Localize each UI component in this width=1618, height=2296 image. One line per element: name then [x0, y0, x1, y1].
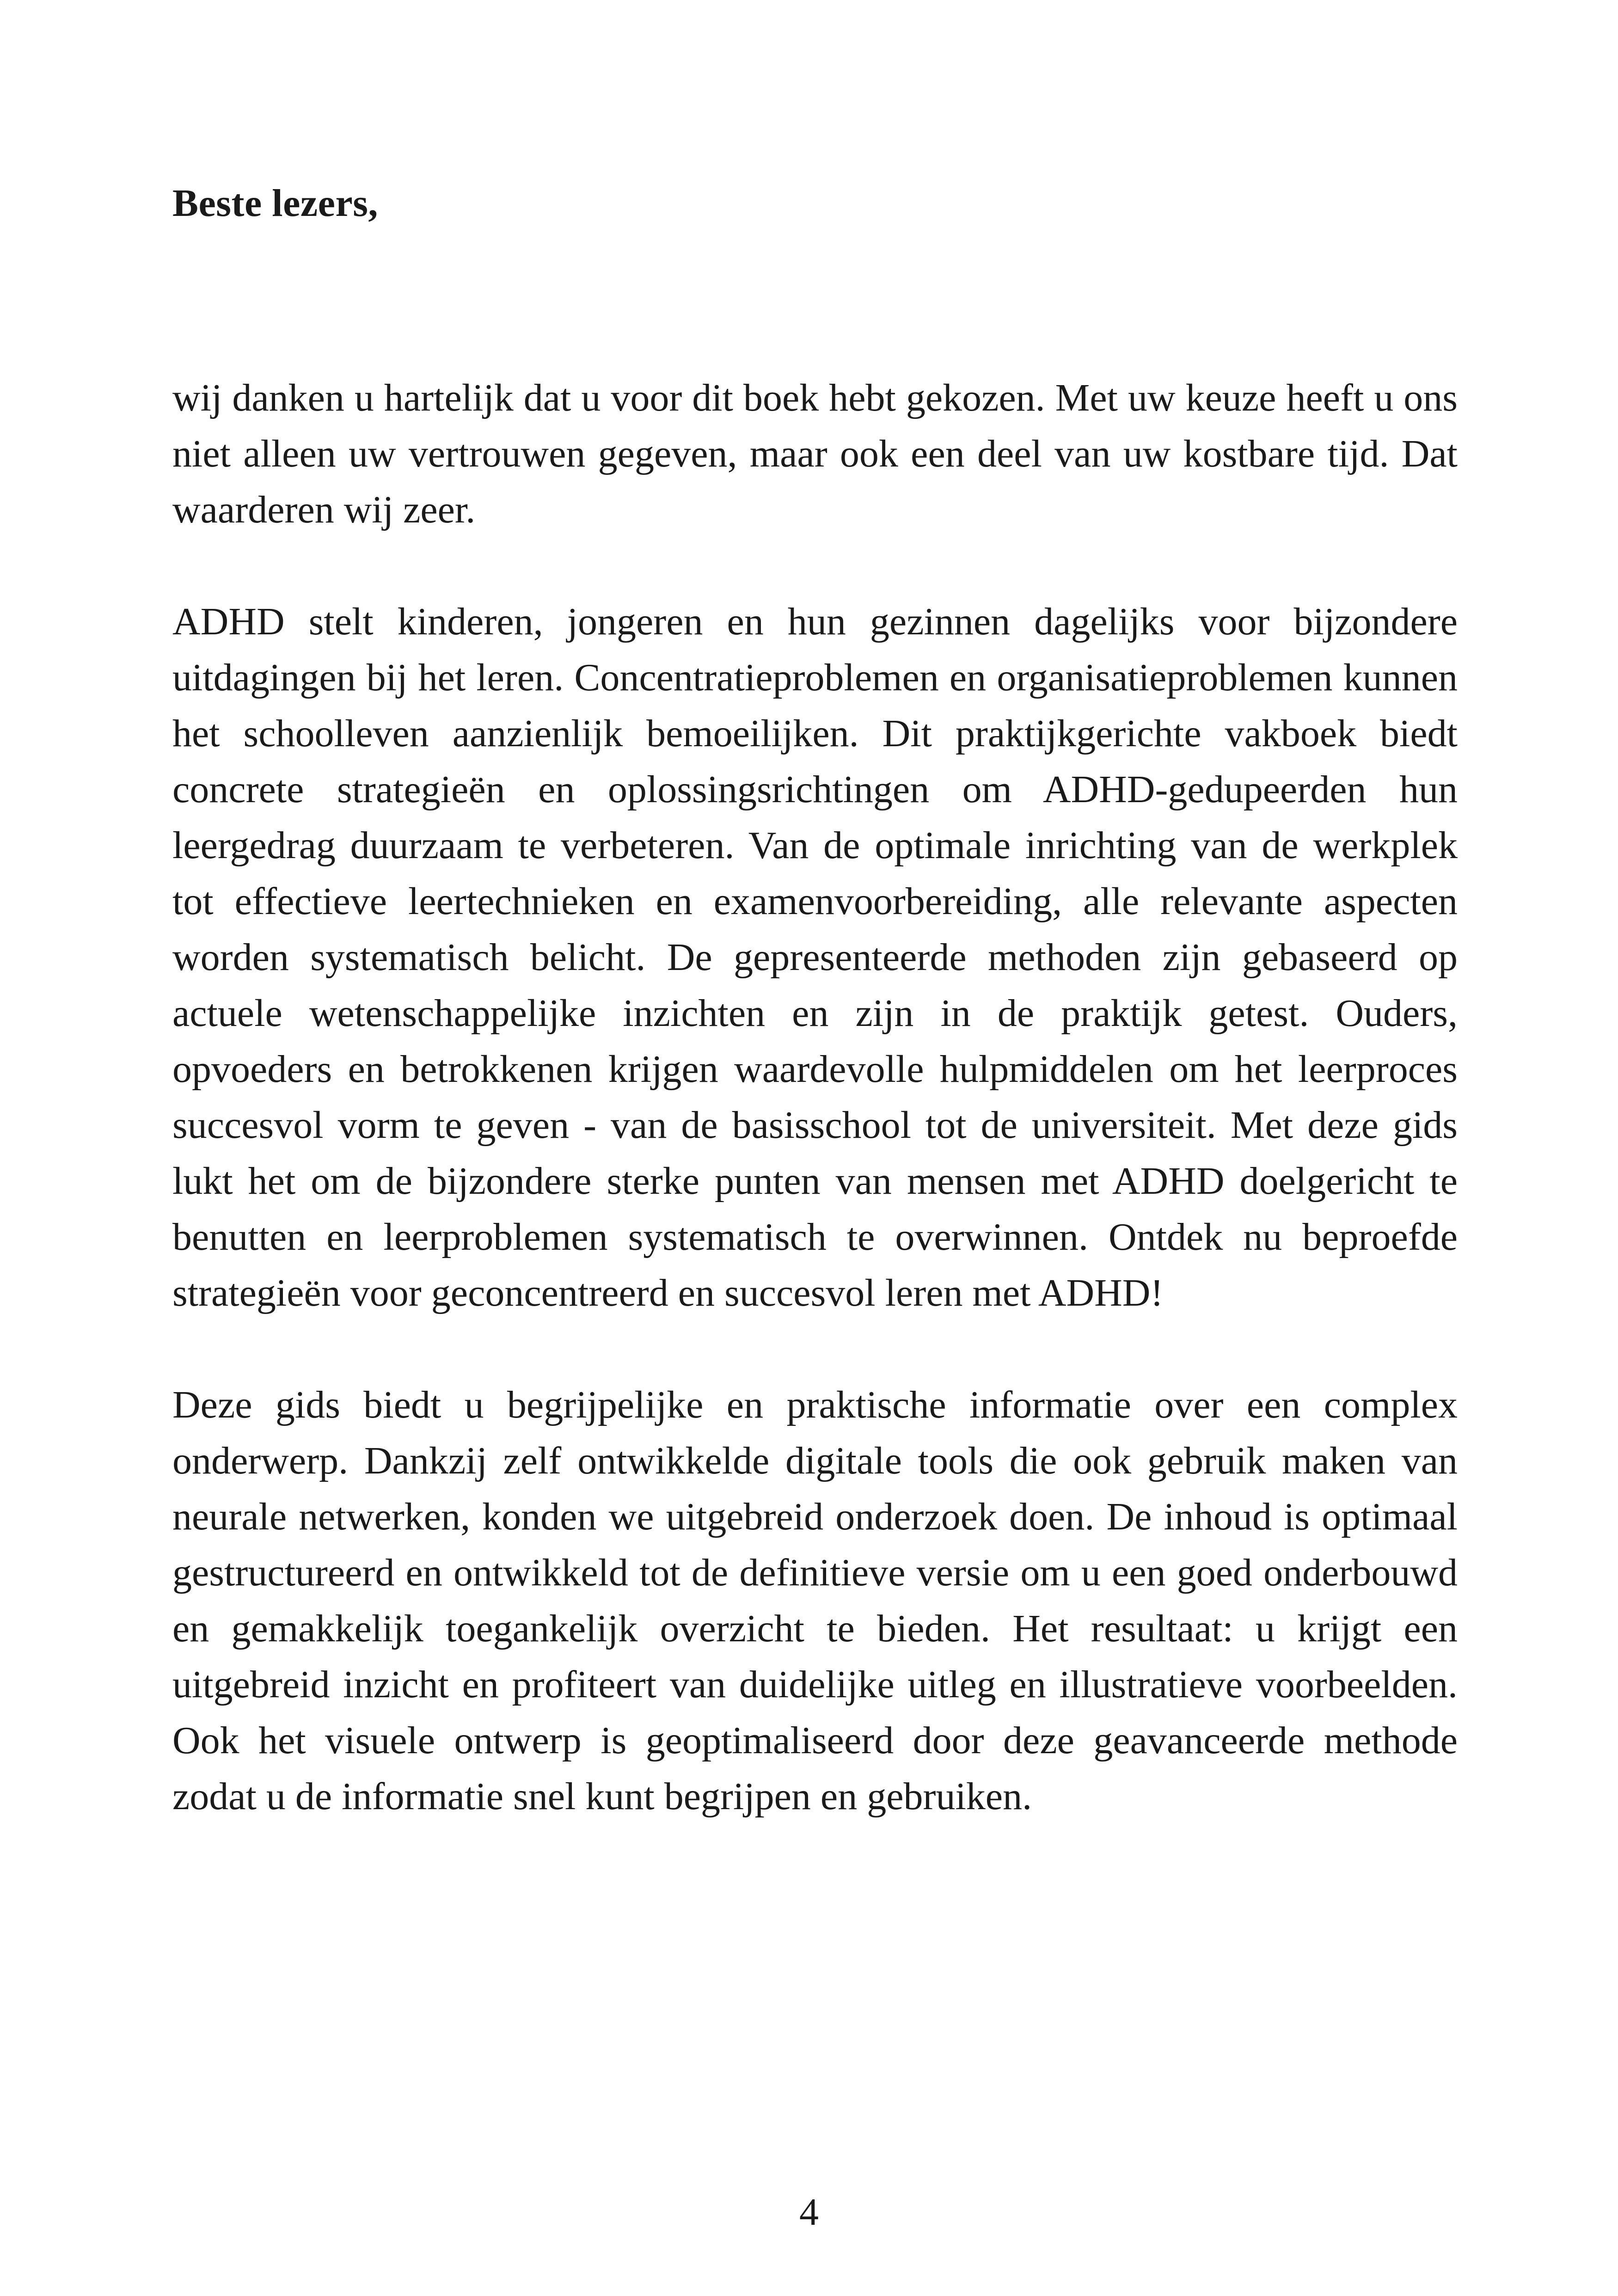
paragraph-guide-info: Deze gids biedt u begrijpelijke en praktische informatie over een complex onderwerp. Dankzij zelf ontwikkelde digitale tools die ook gebruik maken van neurale netwerken, konden we uitgebreid onderzoek doen. De inhoud is optimaal gestructureerd en ontwikkeld tot de definitieve versie om u een goed onderbouwd en gemakkelijk toegankelijk overzicht te bieden. Het resultaat: u krijgt een uitgebreid inzicht en profiteert van duidelijke uitleg en illustratieve voorbeelden. Ook het visuele ontwerp is geoptimaliseerd door deze geavanceerde methode zodat u de informatie snel kunt begrijpen en gebruiken.: [172, 1383, 1458, 1818]
greeting-heading: Beste lezers,: [172, 182, 378, 225]
page-body: [172, 176, 1458, 1824]
paragraph-thanks: wij danken u hartelijk dat u voor dit boek hebt gekozen. Met uw keuze heeft u ons niet alleen uw vertrouwen gegeven, maar ook een deel van uw kostbare tijd. Dat waarderen wij zeer.: [172, 376, 1458, 531]
page-number: 4: [799, 2191, 819, 2234]
paragraph-adhd-intro: ADHD stelt kinderen, jongeren en hun gezinnen dagelijks voor bijzondere uitdagingen bij het leren. Concentratieproblemen en organisatieproblemen kunnen het schoolleven aanzienlijk bemoeilijken. Dit praktijkgerichte vakboek biedt concrete strategieën en oplossingsrichtingen om ADHD-gedupeerden hun leergedrag duurzaam te verbeteren. Van de optimale inrichting van de werkplek tot effectieve leertechnieken en examenvoorbereiding, alle relevante aspecten worden systematisch belicht. De gepresenteerde methoden zijn gebaseerd op actuele wetenschappelijke inzichten en zijn in de praktijk getest. Ouders, opvoeders en betrokkenen krijgen waardevolle hulpmiddelen om het leerproces succesvol vorm te geven - van de basisschool tot de universiteit. Met deze gids lukt het om de bijzondere sterke punten van mensen met ADHD doelgericht te benutten en leerproblemen systematisch te overwinnen. Ontdek nu beproefde strategieën voor geconcentreerd en succesvol leren met ADHD!: [172, 600, 1458, 1314]
